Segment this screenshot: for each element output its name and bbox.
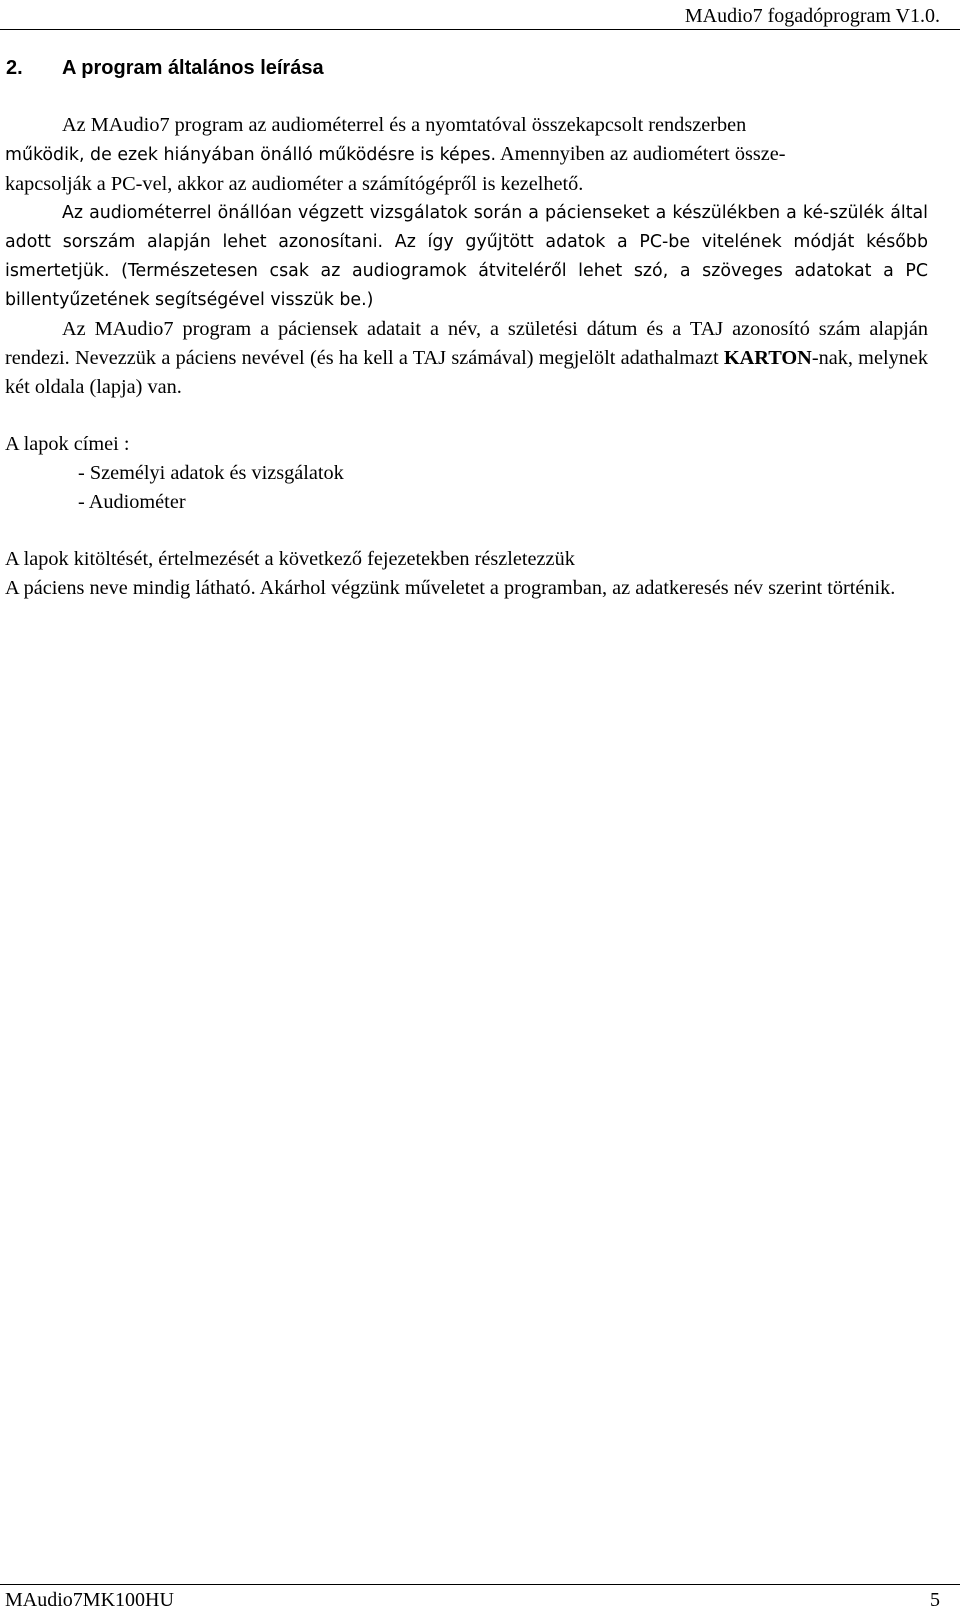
paragraph-3-text: Az MAudio7 program a páciensek adatait a név, a születési dátum és a TAJ azonosító szám alapján rendezi. Nevezzük a páciens nevével (és ha kell a TAJ számával) megjelölt adathalmazt [5, 318, 928, 369]
document-title: MAudio7 fogadóprogram V1.0. [684, 5, 940, 27]
list-heading: A lapok címei : [5, 433, 130, 455]
header-rule [0, 29, 960, 30]
closing-line-2: A páciens neve mindig látható. Akárhol végzünk műveletet a programban, az adatkeresés név szerint történik. [5, 577, 896, 599]
paragraph-3-tail: -nak, melynek két oldala (lapja) van. [5, 347, 929, 398]
section-number: 2. [6, 57, 23, 79]
closing-line-1: A lapok kitöltését, értelmezését a következő fejezetekben részletezzük [5, 548, 575, 570]
list-item-personal: - Személyi adatok és vizsgálatok [78, 462, 344, 484]
section-heading [6, 56, 324, 80]
paragraph-1-line-3: kapcsolják a PC-vel, akkor az audiométer a számítógépről is kezelhető. [5, 173, 584, 195]
paragraph-1-line-1: Az MAudio7 program az audiométerrel és a nyomtatóval összekapcsolt rendszerben [62, 114, 747, 136]
page-number: 5 [930, 1589, 940, 1611]
karton-term: KARTON [723, 347, 812, 369]
section-title: A program általános leírása [62, 57, 324, 79]
paragraph-2: Az audiométerrel önállóan végzett vizsgálatok során a pácienseket a készülékben a ké-szülék által adott sorszám alapján lehet azonosítani. Az így gyűjtött adatok a PC-be vitelének módját később ismertetjük. (Természetesen csak az audiogramok átviteléről lehet szó, a szöveges adatokat a PC billentyűzetének segítségével visszük be.) [5, 203, 928, 310]
footer-rule [0, 1584, 960, 1585]
list-item-audiometer: - Audiométer [78, 491, 186, 513]
paragraph-3 [5, 315, 928, 402]
paragraph-1 [5, 111, 928, 199]
body-text [5, 111, 928, 603]
paragraph-1-line-2b: Amennyiben az audiométert össze- [496, 143, 786, 165]
footer-doc-code: MAudio7MK100HU [5, 1589, 174, 1611]
paragraph-1-line-2: működik, de ezek hiányában önálló működésre is képes. [5, 145, 497, 165]
